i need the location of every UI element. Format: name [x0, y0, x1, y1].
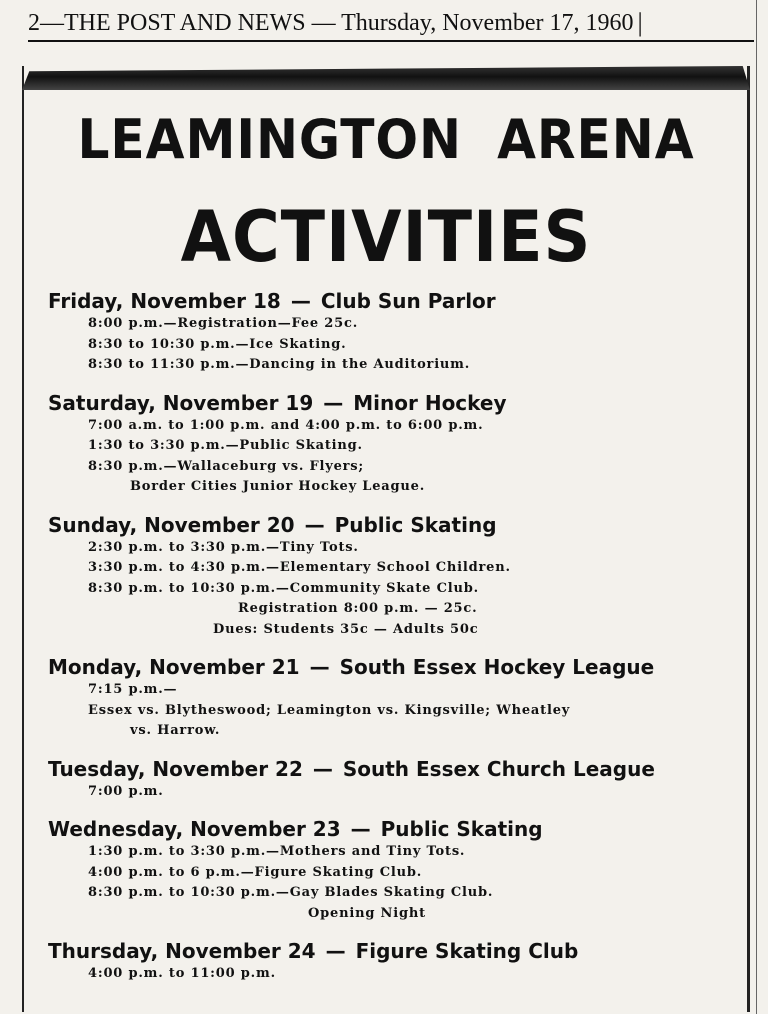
event-heading	[48, 512, 738, 538]
schedule-line-continuation: vs. Harrow.	[130, 723, 221, 738]
event-saturday	[48, 390, 738, 498]
event-heading	[48, 816, 738, 842]
heading-dash: —	[290, 289, 311, 313]
schedule-line: 1:30 to 3:30 p.m.—Public Skating.	[88, 438, 363, 453]
schedule-line: 7:00 a.m. to 1:00 p.m. and 4:00 p.m. to 6:00 p.m.	[88, 417, 484, 433]
schedule-line: 8:30 p.m.—Wallaceburg vs. Flyers;	[88, 458, 365, 474]
schedule-line: 3:30 p.m. to 4:30 p.m.—Elementary School Children.	[88, 560, 511, 575]
schedule-line-continuation: Border Cities Junior Hockey League.	[130, 479, 426, 494]
schedule-line: 8:30 to 10:30 p.m.—Ice Skating.	[88, 336, 347, 352]
schedule-line: 1:30 p.m. to 3:30 p.m.—Mothers and Tiny Tots.	[88, 844, 466, 859]
headline-line-2: ACTIVITIES	[180, 196, 592, 278]
event-day: Sunday, November 20	[48, 512, 295, 537]
schedule	[48, 288, 738, 999]
schedule-line: 8:30 p.m. to 10:30 p.m.—Gay Blades Skating Club.	[88, 885, 494, 900]
newspaper-masthead	[28, 6, 754, 42]
event-sunday	[48, 512, 738, 641]
schedule-line: 7:00 p.m.	[88, 783, 164, 799]
event-title: South Essex Church League	[342, 756, 655, 781]
event-heading	[48, 654, 738, 680]
schedule-line: 8:30 p.m. to 10:30 p.m.—Community Skate Club.	[88, 580, 479, 596]
event-heading	[48, 390, 738, 416]
schedule-line: 7:15 p.m.—	[88, 682, 178, 697]
event-title: Minor Hockey	[353, 390, 507, 415]
schedule-line: 4:00 p.m. to 11:00 p.m.	[88, 966, 276, 981]
event-thursday	[48, 938, 738, 985]
event-heading	[48, 756, 738, 782]
registration-note: Registration 8:00 p.m. — 25c.	[238, 601, 478, 616]
page-label: 2—THE POST AND NEWS — Thursday, November 17, 1960	[28, 10, 634, 36]
event-day: Tuesday, November 22	[48, 756, 303, 781]
event-title: Figure Skating Club	[355, 939, 579, 963]
heading-dash: —	[323, 390, 344, 415]
event-title: South Essex Hockey League	[339, 655, 655, 679]
event-day: Wednesday, November 23	[48, 817, 341, 841]
schedule-line: Essex vs. Blytheswood; Leamington vs. Kingsville; Wheatley	[88, 702, 571, 718]
heading-dash: —	[312, 756, 333, 781]
event-title: Public Skating	[334, 512, 497, 537]
dues-note: Dues: Students 35c — Adults 50c	[213, 621, 479, 637]
event-heading	[48, 288, 738, 314]
heading-dash: —	[350, 817, 371, 841]
heading-dash: —	[325, 939, 346, 963]
event-day: Thursday, November 24	[48, 939, 316, 963]
event-title: Public Skating	[380, 817, 543, 841]
event-wednesday	[48, 816, 738, 924]
event-monday	[48, 654, 738, 742]
headline-line-1: LEAMINGTON ARENA	[77, 108, 695, 171]
event-title: Club Sun Parlor	[320, 289, 496, 313]
schedule-line: 8:30 to 11:30 p.m.—Dancing in the Auditorium.	[88, 357, 471, 372]
heading-dash: —	[304, 512, 325, 537]
schedule-line: 4:00 p.m. to 6 p.m.—Figure Skating Club.	[88, 864, 423, 880]
event-friday	[48, 288, 738, 376]
event-day: Friday, November 18	[48, 289, 281, 313]
schedule-line: 2:30 p.m. to 3:30 p.m.—Tiny Tots.	[88, 539, 359, 555]
event-tuesday	[48, 756, 738, 803]
masthead-rule-mark: |	[637, 8, 643, 37]
opening-night-note: Opening Night	[308, 905, 426, 921]
schedule-line: 8:00 p.m.—Registration—Fee 25c.	[88, 316, 359, 331]
event-day: Monday, November 21	[48, 655, 300, 679]
column-rule	[756, 0, 757, 1014]
event-heading	[48, 938, 738, 964]
heading-dash: —	[309, 655, 330, 679]
event-day: Saturday, November 19	[48, 390, 314, 415]
